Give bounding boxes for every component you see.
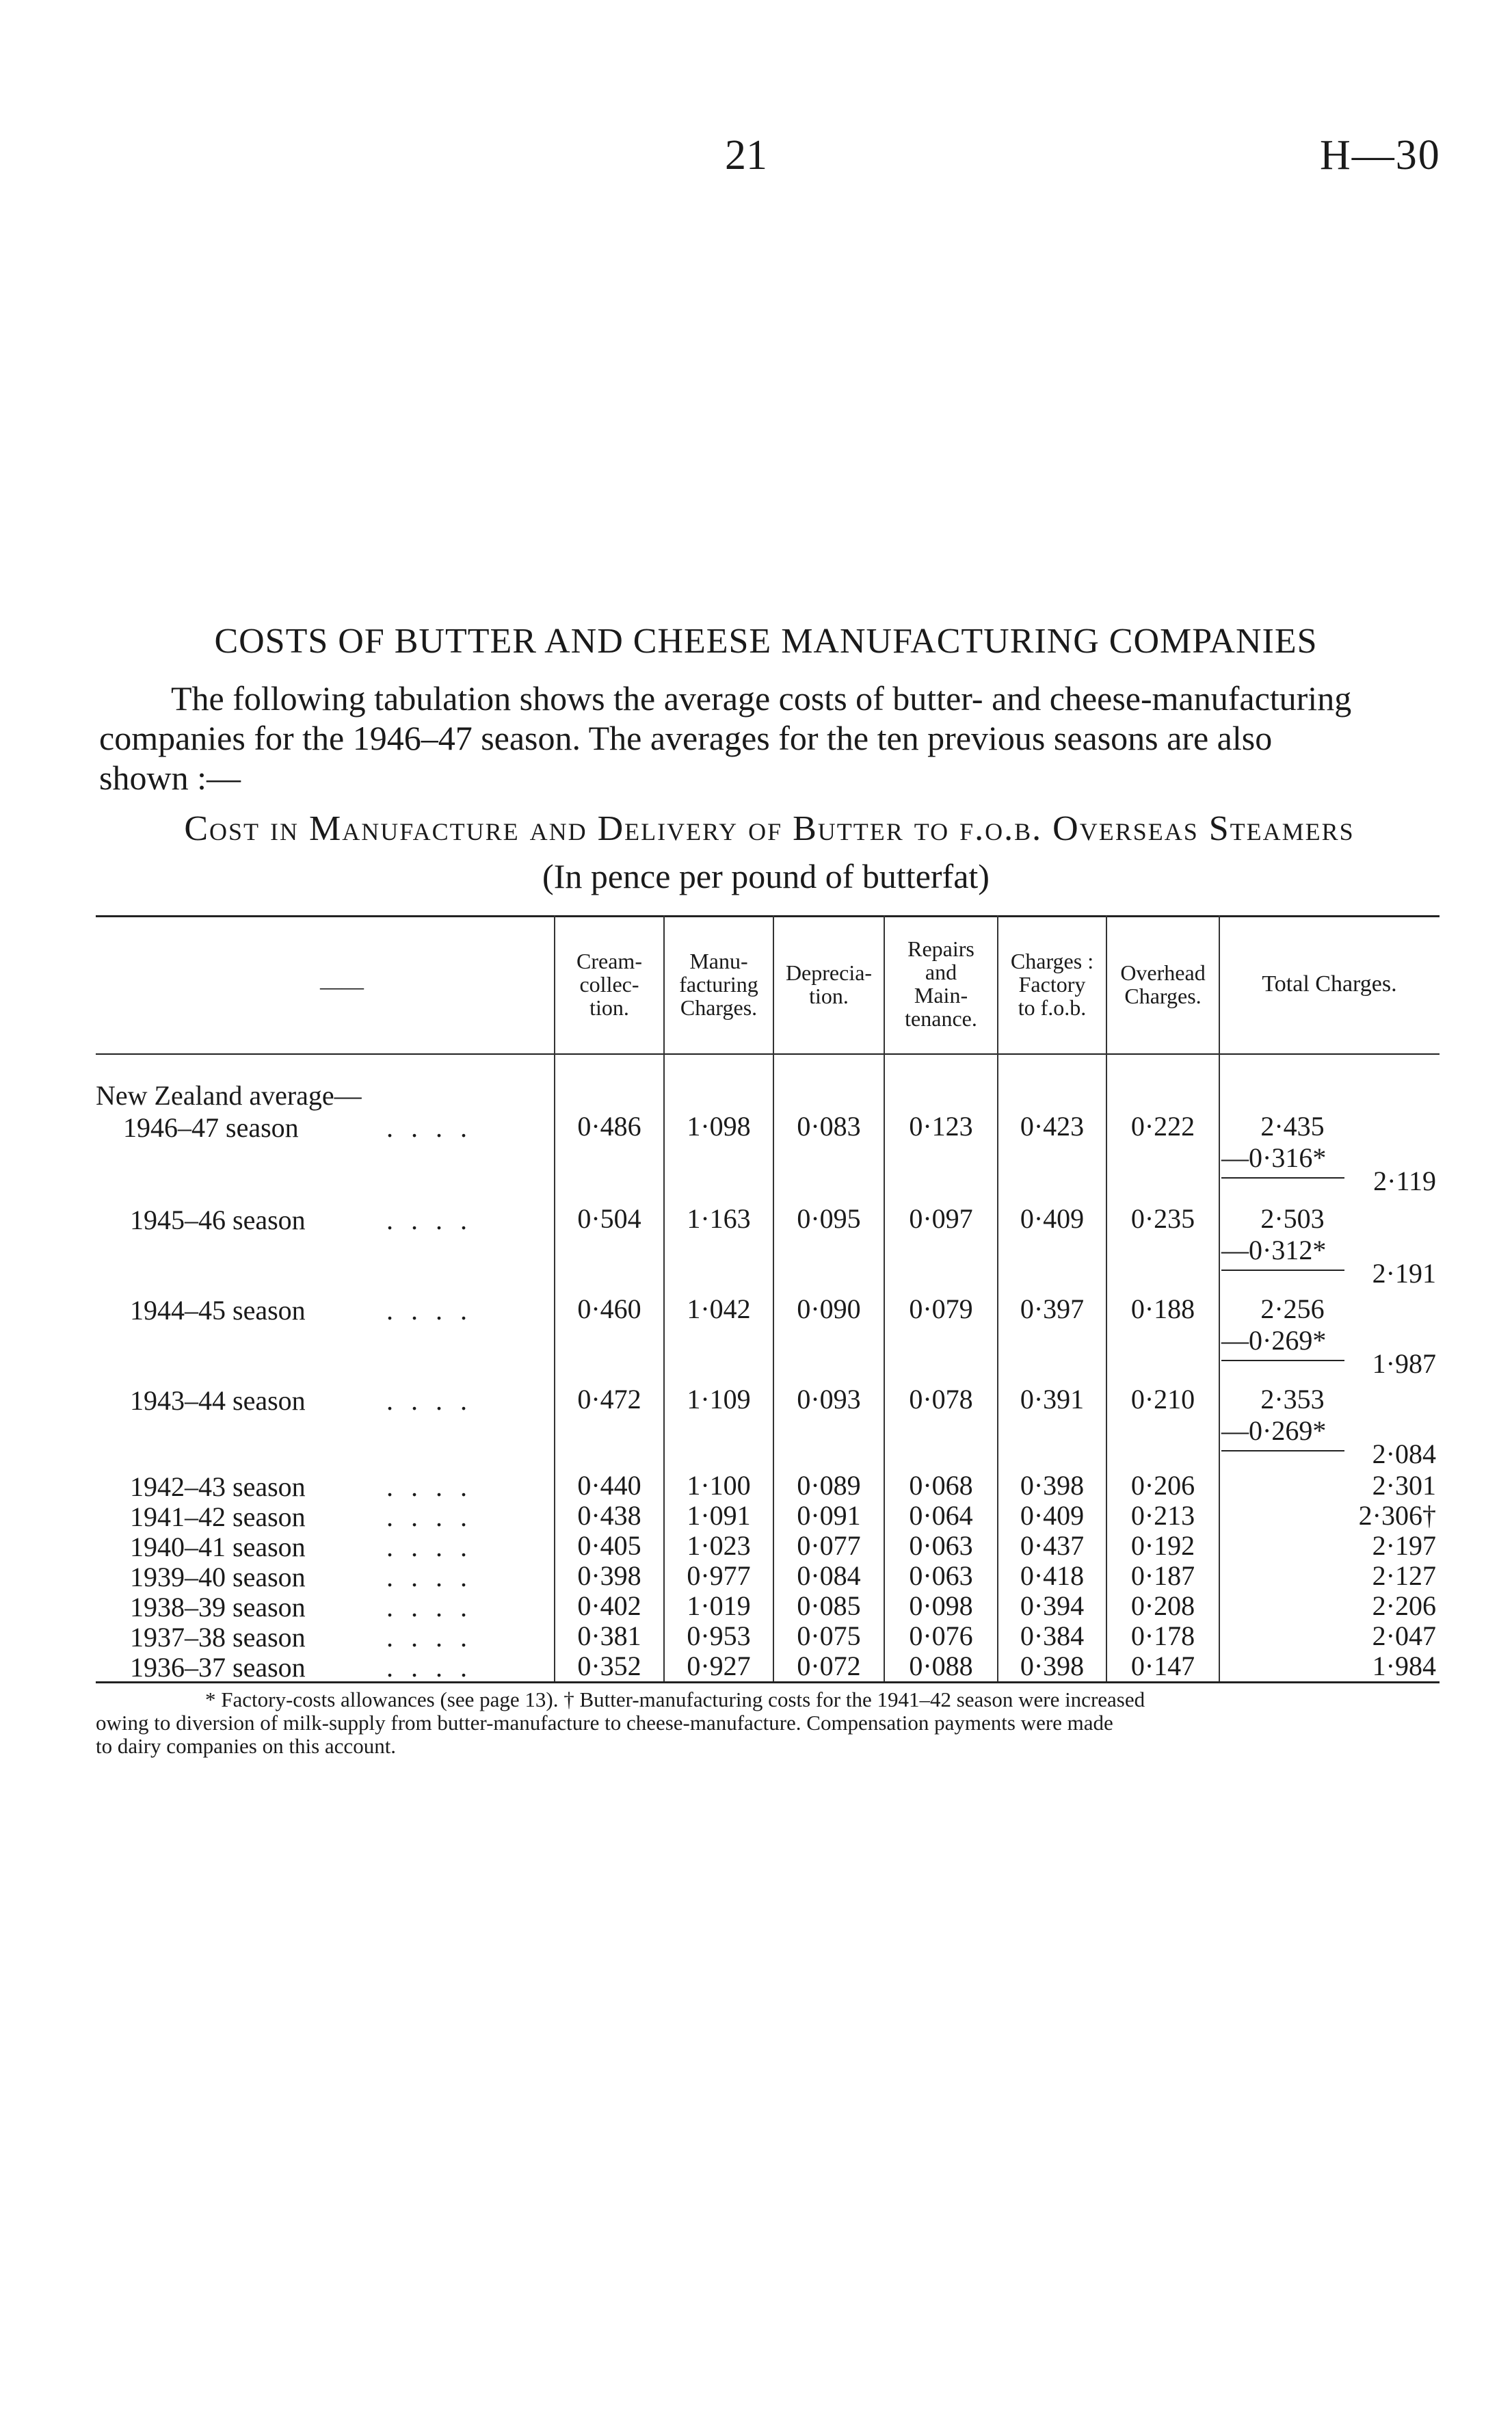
cell-gross-charges: 2·435 bbox=[1260, 1111, 1325, 1142]
header-charges-factory-fob bbox=[998, 949, 1106, 1019]
cell-ovh: 0·188 bbox=[1130, 1293, 1195, 1324]
cell-dep: 0·095 bbox=[797, 1203, 861, 1234]
table-subtitle: (In pence per pound of butterfat) bbox=[542, 857, 990, 895]
cell-cream: 0·398 bbox=[577, 1560, 641, 1591]
header-line: Overhead bbox=[1120, 960, 1206, 985]
cell-chg: 0·391 bbox=[1020, 1384, 1085, 1415]
cell-manu: 1·100 bbox=[687, 1470, 751, 1501]
cell-rep: 0·088 bbox=[909, 1651, 973, 1681]
cell-rep: 0·068 bbox=[909, 1470, 973, 1501]
cell-gross-charges: 2·503 bbox=[1260, 1203, 1325, 1234]
row-label: 1945–46 season bbox=[130, 1205, 306, 1235]
cell-dep: 0·083 bbox=[797, 1111, 861, 1142]
row-label: 1946–47 season bbox=[123, 1112, 299, 1143]
cell-cream: 0·460 bbox=[577, 1293, 641, 1324]
cell-manu: 1·109 bbox=[687, 1384, 751, 1415]
cell-ovh: 0·192 bbox=[1130, 1530, 1195, 1561]
cell-chg: 0·397 bbox=[1020, 1293, 1085, 1324]
cell-chg: 0·394 bbox=[1020, 1590, 1085, 1621]
cell-total-charges: 2·119 bbox=[1373, 1166, 1436, 1196]
cell-chg: 0·409 bbox=[1020, 1500, 1085, 1531]
cell-ovh: 0·208 bbox=[1130, 1590, 1195, 1621]
cell-chg: 0·423 bbox=[1020, 1111, 1085, 1142]
intro-line-1: The following tabulation shows the average costs of butter- and cheese-manufacturing bbox=[171, 679, 1352, 718]
cell-rep: 0·078 bbox=[909, 1384, 973, 1415]
cell-total-charges: 2·047 bbox=[1372, 1620, 1436, 1651]
cell-total-charges: 2·306† bbox=[1358, 1500, 1436, 1531]
subtotal-line bbox=[1221, 1450, 1344, 1451]
cell-chg: 0·398 bbox=[1020, 1470, 1085, 1501]
cell-cream: 0·381 bbox=[577, 1620, 641, 1651]
header-cream-collection bbox=[555, 949, 663, 1019]
cell-allowance: —0·269* bbox=[1221, 1325, 1327, 1356]
header-line: tion. bbox=[589, 995, 629, 1020]
row-label: 1938–39 season bbox=[130, 1592, 306, 1622]
header-line: Repairs bbox=[907, 936, 974, 961]
cell-manu: 1·098 bbox=[687, 1111, 751, 1142]
leader-dots: . . . . bbox=[386, 1652, 473, 1683]
header-line: collec- bbox=[579, 972, 639, 997]
cell-allowance: —0·316* bbox=[1221, 1142, 1327, 1173]
intro-paragraph bbox=[99, 679, 1436, 798]
cell-rep: 0·098 bbox=[909, 1590, 973, 1621]
cell-manu: 1·163 bbox=[687, 1203, 751, 1234]
header-line: Main- bbox=[914, 983, 968, 1008]
cell-gross-charges: 2·353 bbox=[1260, 1384, 1325, 1415]
header-line: Charges : bbox=[1010, 949, 1094, 973]
table-top-rule bbox=[96, 915, 1440, 917]
cell-total-charges: 2·127 bbox=[1372, 1560, 1436, 1591]
cell-cream: 0·352 bbox=[577, 1651, 641, 1681]
leader-dots: . . . . bbox=[386, 1622, 473, 1653]
row-label: 1939–40 season bbox=[130, 1562, 306, 1592]
header-total-charges: Total Charges. bbox=[1262, 971, 1397, 997]
cell-total-charges: 2·206 bbox=[1372, 1590, 1436, 1621]
cell-ovh: 0·213 bbox=[1130, 1500, 1195, 1531]
group-label: New Zealand average— bbox=[96, 1080, 362, 1111]
cell-total-charges: 2·197 bbox=[1372, 1530, 1436, 1561]
header-line: tenance. bbox=[905, 1006, 977, 1031]
cell-cream: 0·438 bbox=[577, 1500, 641, 1531]
cell-ovh: 0·210 bbox=[1130, 1384, 1195, 1415]
header-overhead-charges bbox=[1107, 961, 1219, 1008]
cell-manu: 1·019 bbox=[687, 1590, 751, 1621]
leader-dots: . . . . bbox=[386, 1501, 473, 1532]
footnote-line-2: owing to diversion of milk-supply from butter-manufacture to cheese-manufacture. Compensation payments were made bbox=[96, 1711, 1113, 1735]
cell-dep: 0·093 bbox=[797, 1384, 861, 1415]
header-line: Charges. bbox=[1124, 984, 1202, 1008]
cell-manu: 1·042 bbox=[687, 1293, 751, 1324]
row-label: 1944–45 season bbox=[130, 1295, 306, 1326]
leader-dots: . . . . bbox=[386, 1562, 473, 1592]
cell-chg: 0·437 bbox=[1020, 1530, 1085, 1561]
table-title: Cost in Manufacture and Delivery of Butter to f.o.b. Overseas Steamers bbox=[184, 809, 1355, 848]
cell-rep: 0·063 bbox=[909, 1560, 973, 1591]
header-line: Manu- bbox=[689, 949, 748, 973]
cell-rep: 0·079 bbox=[909, 1293, 973, 1324]
header-line: Cream- bbox=[576, 949, 642, 973]
header-blank: —— bbox=[320, 974, 364, 999]
subtotal-line bbox=[1221, 1270, 1344, 1271]
leader-dots: . . . . bbox=[386, 1471, 473, 1502]
cell-dep: 0·089 bbox=[797, 1470, 861, 1501]
cell-dep: 0·084 bbox=[797, 1560, 861, 1591]
cell-cream: 0·402 bbox=[577, 1590, 641, 1621]
leader-dots: . . . . bbox=[386, 1385, 473, 1416]
cell-rep: 0·064 bbox=[909, 1500, 973, 1531]
cell-gross-charges: 2·256 bbox=[1260, 1293, 1325, 1324]
footnote-line-3: to dairy companies on this account. bbox=[96, 1734, 397, 1758]
cell-total-charges: 1·984 bbox=[1372, 1651, 1436, 1681]
cell-ovh: 0·206 bbox=[1130, 1470, 1195, 1501]
cell-dep: 0·075 bbox=[797, 1620, 861, 1651]
row-label: 1942–43 season bbox=[130, 1471, 306, 1502]
header-line: Factory bbox=[1018, 972, 1086, 997]
page-code: H—30 bbox=[1320, 132, 1441, 179]
cell-ovh: 0·147 bbox=[1130, 1651, 1195, 1681]
cell-dep: 0·090 bbox=[797, 1293, 861, 1324]
leader-dots: . . . . bbox=[386, 1592, 473, 1622]
cell-dep: 0·077 bbox=[797, 1530, 861, 1561]
cell-total-charges: 1·987 bbox=[1372, 1348, 1436, 1379]
header-line: and bbox=[925, 960, 957, 984]
leader-dots: . . . . bbox=[386, 1295, 473, 1326]
cell-rep: 0·097 bbox=[909, 1203, 973, 1234]
section-heading: COSTS OF BUTTER AND CHEESE MANUFACTURING COMPANIES bbox=[214, 622, 1318, 661]
cell-ovh: 0·235 bbox=[1130, 1203, 1195, 1234]
cell-cream: 0·472 bbox=[577, 1384, 641, 1415]
cell-chg: 0·398 bbox=[1020, 1651, 1085, 1681]
cell-allowance: —0·269* bbox=[1221, 1415, 1327, 1446]
cell-allowance: —0·312* bbox=[1221, 1235, 1327, 1265]
cell-manu: 1·091 bbox=[687, 1500, 751, 1531]
header-line: facturing bbox=[679, 972, 758, 997]
footnote bbox=[96, 1688, 1446, 1758]
row-label: 1943–44 season bbox=[130, 1385, 306, 1416]
cell-total-charges: 2·084 bbox=[1372, 1438, 1436, 1469]
intro-line-3: shown :— bbox=[99, 759, 241, 797]
row-label: 1941–42 season bbox=[130, 1501, 306, 1532]
table-header-rule bbox=[96, 1053, 1440, 1055]
cell-ovh: 0·222 bbox=[1130, 1111, 1195, 1142]
cell-rep: 0·123 bbox=[909, 1111, 973, 1142]
cell-dep: 0·091 bbox=[797, 1500, 861, 1531]
subtotal-line bbox=[1221, 1360, 1344, 1361]
cell-dep: 0·072 bbox=[797, 1651, 861, 1681]
cell-total-charges: 2·301 bbox=[1372, 1470, 1436, 1501]
subtotal-line bbox=[1221, 1177, 1344, 1179]
cell-rep: 0·076 bbox=[909, 1620, 973, 1651]
header-line: Charges. bbox=[680, 995, 758, 1020]
cell-dep: 0·085 bbox=[797, 1590, 861, 1621]
cell-chg: 0·418 bbox=[1020, 1560, 1085, 1591]
cell-chg: 0·409 bbox=[1020, 1203, 1085, 1234]
row-label: 1940–41 season bbox=[130, 1532, 306, 1562]
header-manufacturing-charges bbox=[665, 949, 773, 1019]
row-label: 1936–37 season bbox=[130, 1652, 306, 1683]
leader-dots: . . . . bbox=[386, 1205, 473, 1235]
header-repairs-maintenance bbox=[885, 937, 997, 1030]
cell-cream: 0·440 bbox=[577, 1470, 641, 1501]
intro-line-2: companies for the 1946–47 season. The averages for the ten previous seasons are also bbox=[99, 719, 1273, 757]
cell-manu: 0·953 bbox=[687, 1620, 751, 1651]
cell-rep: 0·063 bbox=[909, 1530, 973, 1561]
cell-ovh: 0·178 bbox=[1130, 1620, 1195, 1651]
cell-manu: 0·927 bbox=[687, 1651, 751, 1681]
cell-manu: 0·977 bbox=[687, 1560, 751, 1591]
header-line: to f.o.b. bbox=[1018, 995, 1087, 1020]
leader-dots: . . . . bbox=[386, 1532, 473, 1562]
cell-ovh: 0·187 bbox=[1130, 1560, 1195, 1591]
cell-total-charges: 2·191 bbox=[1372, 1258, 1436, 1289]
column-divider bbox=[1219, 915, 1220, 1681]
cell-cream: 0·405 bbox=[577, 1530, 641, 1561]
header-depreciation bbox=[774, 961, 884, 1008]
page-number: 21 bbox=[725, 132, 767, 179]
header-line: Deprecia- bbox=[785, 960, 873, 985]
cell-chg: 0·384 bbox=[1020, 1620, 1085, 1651]
row-label: 1937–38 season bbox=[130, 1622, 306, 1653]
header-line: tion. bbox=[809, 984, 849, 1008]
footnote-line-1: * Factory-costs allowances (see page 13). † Butter-manufacturing costs for the 1941–42 season were increased bbox=[205, 1687, 1145, 1711]
cell-cream: 0·504 bbox=[577, 1203, 641, 1234]
cell-cream: 0·486 bbox=[577, 1111, 641, 1142]
leader-dots: . . . . bbox=[386, 1112, 473, 1143]
cell-manu: 1·023 bbox=[687, 1530, 751, 1561]
